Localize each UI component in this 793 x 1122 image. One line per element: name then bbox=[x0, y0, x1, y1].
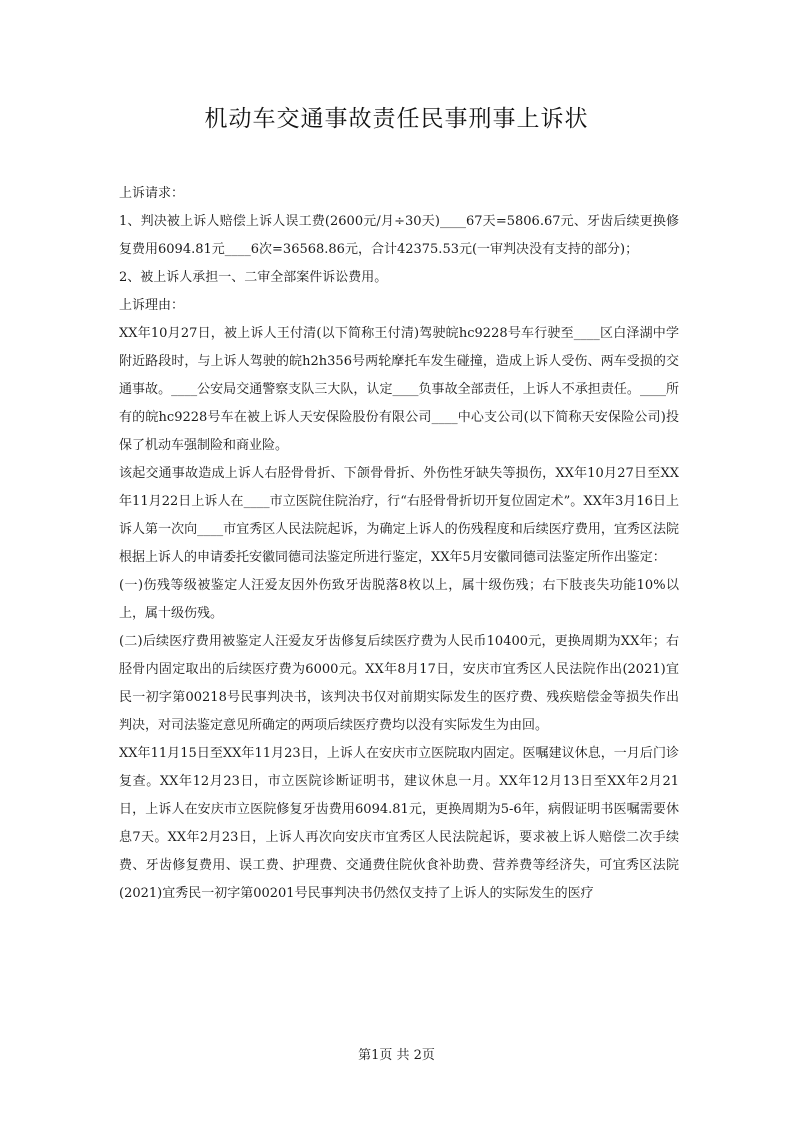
paragraph: 上诉请求： bbox=[119, 186, 185, 201]
paragraph: 1、判决被上诉人赔偿上诉人误工费(2600元/月÷30天)____67天=5806.67元、牙齿后续更换修复费用6094.81元____6次=36568.86元，合计42375.53元(一审判决没有支持的部分)； bbox=[119, 214, 679, 257]
document-title: 机动车交通事故责任民事刑事上诉状 bbox=[204, 106, 589, 132]
paragraph: XX年10月27日，被上诉人王付清(以下简称王付清)驾驶皖hc9228号车行驶至____区白泽湖中学附近路段时，与上诉人驾驶的皖h2h356号两轮摩托车发生碰撞，造成上诉人受伤、两车受损的交通事故。____公安局交通警察支队三大队，认定____负事故全部责任，上诉人不承担责任。____所有的皖hc9228号车在被上诉人天安保险股份有限公司____中心支公司(以下简称天安保险公司)投保了机动车强制险和商业险。 bbox=[119, 326, 679, 453]
document-body bbox=[119, 180, 679, 908]
paragraph: 2、被上诉人承担一、二审全部案件诉讼费用。 bbox=[119, 270, 388, 285]
paragraph: (一)伤残等级被鉴定人汪爱友因外伤致牙齿脱落8枚以上，属十级伤残；右下肢丧失功能10%以上，属十级伤残。 bbox=[119, 578, 679, 621]
paragraph: (二)后续医疗费用被鉴定人汪爱友牙齿修复后续医疗费为人民币10400元，更换周期为XX年；右胫骨内固定取出的后续医疗费为6000元。XX年8月17日，安庆市宜秀区人民法院作出(2021)宜民一初字第00218号民事判决书，该判决书仅对前期实际发生的医疗费、残疾赔偿金等损失作出判决，对司法鉴定意见所确定的两项后续医疗费均以没有实际发生为由回。 bbox=[119, 634, 679, 733]
paragraph: 上诉理由： bbox=[119, 298, 185, 313]
page-number-footer: 第1页 共 2页 bbox=[358, 1048, 435, 1063]
paragraph: XX年11月15日至XX年11月23日，上诉人在安庆市立医院取内固定。医嘱建议休息，一月后门诊复查。XX年12月23日，市立医院诊断证明书，建议休息一月。XX年12月13日至XX年2月21日，上诉人在安庆市立医院修复牙齿费用6094.81元，更换周期为5-6年，病假证明书医嘱需要休息7天。XX年2月23日，上诉人再次向安庆市宜秀区人民法院起诉，要求被上诉人赔偿二次手续费、牙齿修复费用、误工费、护理费、交通费住院伙食补助费、营养费等经济失，可宜秀区法院(2021)宜秀民一初字第00201号民事判决书仍然仅支持了上诉人的实际发生的医疗 bbox=[119, 746, 679, 901]
paragraph: 该起交通事故造成上诉人右胫骨骨折、下颌骨骨折、外伤性牙缺失等损伤，XX年10月27日至XX年11月22日上诉人在____市立医院住院治疗，行“右胫骨骨折切开复位固定术”。XX年3月16日上诉人第一次向____市宜秀区人民法院起诉，为确定上诉人的伤残程度和后续医疗费用，宜秀区法院根据上诉人的申请委托安徽同德司法鉴定所进行鉴定，XX年5月安徽同德司法鉴定所作出鉴定： bbox=[119, 466, 679, 565]
